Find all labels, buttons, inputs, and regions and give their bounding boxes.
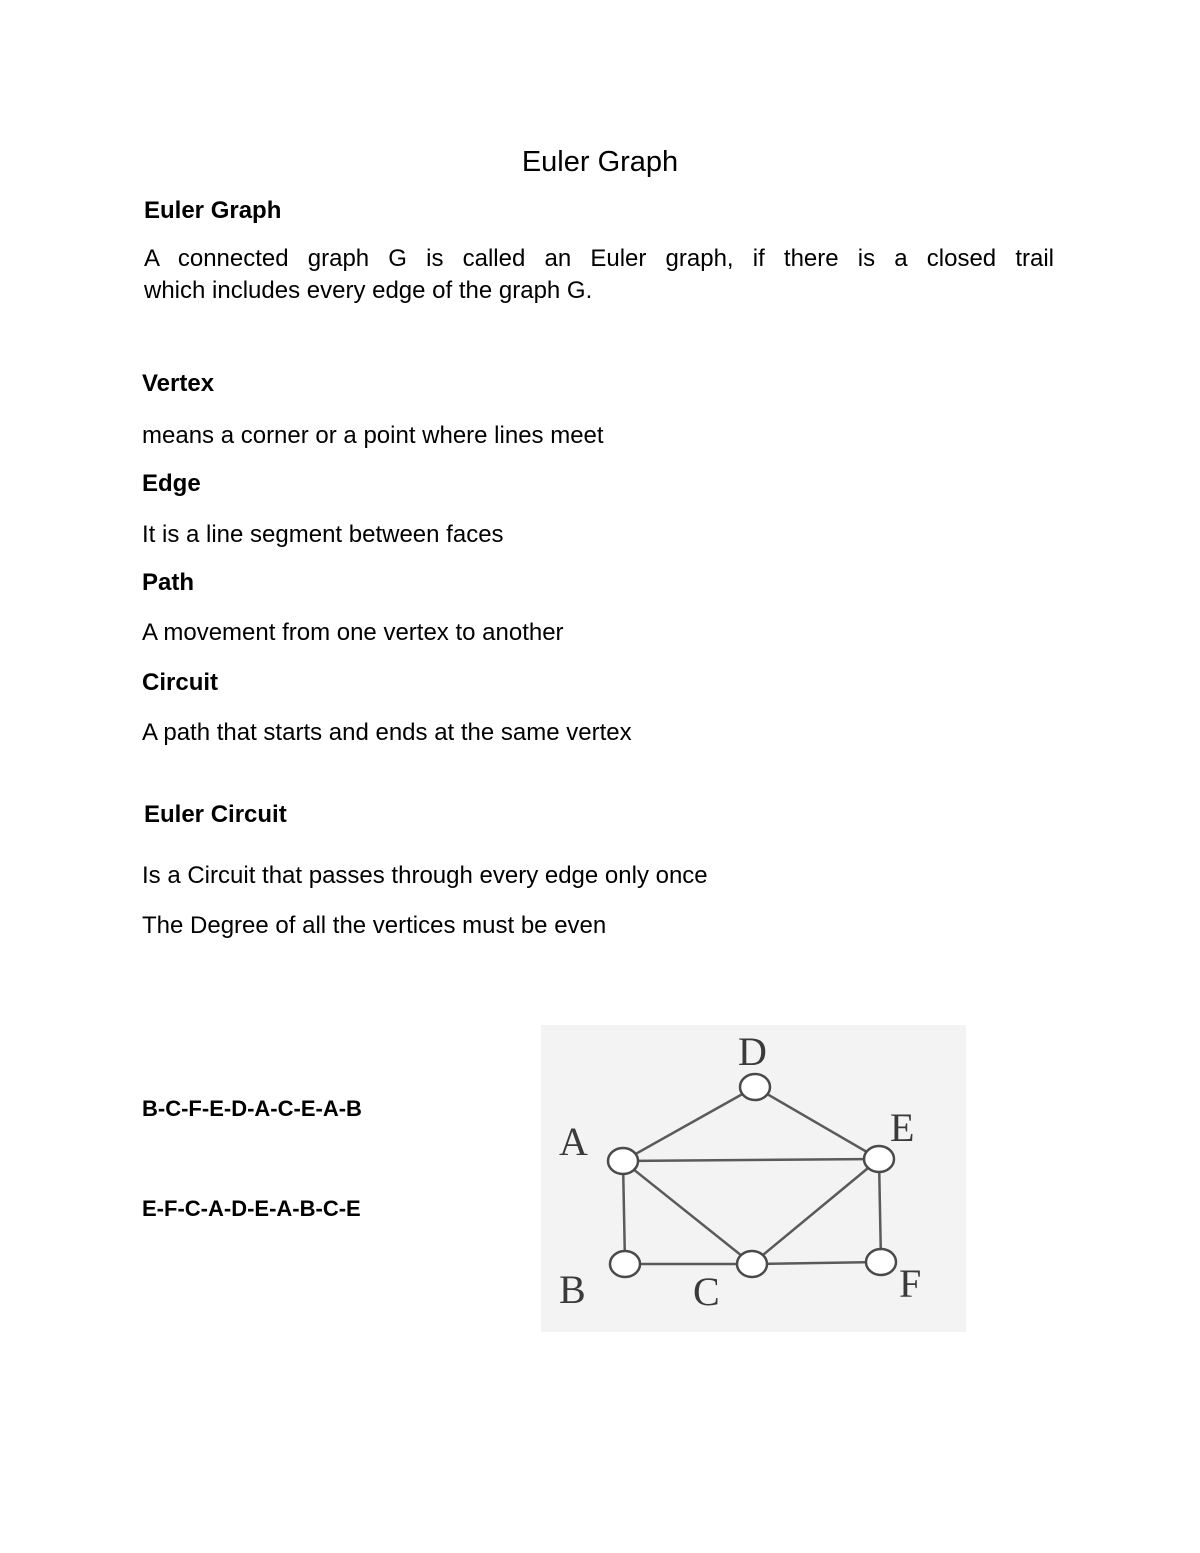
definition-line-2: which includes every edge of the graph G.: [144, 277, 593, 304]
definition-line-1: A connected graph G is called an Euler graph, if there is a closed trail: [144, 245, 1054, 272]
path-heading: Path: [142, 569, 195, 596]
euler-circuit-degree-rule: The Degree of all the vertices must be even: [142, 912, 607, 939]
circuit-heading: Circuit: [142, 669, 219, 696]
edge-a-b: [623, 1161, 625, 1264]
euler-circuit-heading: Euler Circuit: [144, 801, 287, 828]
vertex-definition: means a corner or a point where lines meet: [142, 422, 604, 449]
vertex-node-a: [608, 1148, 638, 1174]
euler-sequence-2: E-F-C-A-D-E-A-B-C-E: [142, 1196, 361, 1221]
edge-c-f: [752, 1262, 881, 1264]
vertex-node-c: [737, 1251, 767, 1277]
vertex-node-b: [610, 1251, 640, 1277]
path-definition: A movement from one vertex to another: [142, 619, 564, 646]
edge-a-c: [623, 1161, 752, 1264]
euler-graph-figure: [541, 1025, 966, 1332]
edge-a-d: [623, 1087, 755, 1161]
page-title: Euler Graph: [521, 146, 679, 178]
vertex-label-c: C: [693, 1269, 720, 1314]
edge-d-e: [755, 1087, 879, 1159]
vertex-label-a: A: [559, 1119, 588, 1164]
euler-graph-heading: Euler Graph: [144, 197, 282, 224]
vertex-heading: Vertex: [142, 370, 215, 397]
euler-sequence-1: B-C-F-E-D-A-C-E-A-B: [142, 1096, 362, 1121]
vertex-label-f: F: [899, 1261, 922, 1306]
circuit-definition: A path that starts and ends at the same vertex: [142, 719, 632, 746]
euler-circuit-definition: Is a Circuit that passes through every edge only once: [142, 862, 708, 889]
euler-graph-definition: [144, 243, 1054, 307]
edge-heading: Edge: [142, 470, 201, 497]
edge-definition: It is a line segment between faces: [142, 521, 504, 548]
vertex-label-b: B: [559, 1267, 586, 1312]
edge-e-c: [752, 1159, 879, 1264]
edge-a-e: [623, 1159, 879, 1161]
vertex-node-f: [866, 1249, 896, 1275]
vertex-label-e: E: [890, 1105, 915, 1150]
vertex-label-d: D: [738, 1029, 767, 1074]
edge-e-f: [879, 1159, 881, 1262]
vertex-node-d: [740, 1074, 770, 1100]
euler-graph-diagram: [541, 1025, 966, 1332]
